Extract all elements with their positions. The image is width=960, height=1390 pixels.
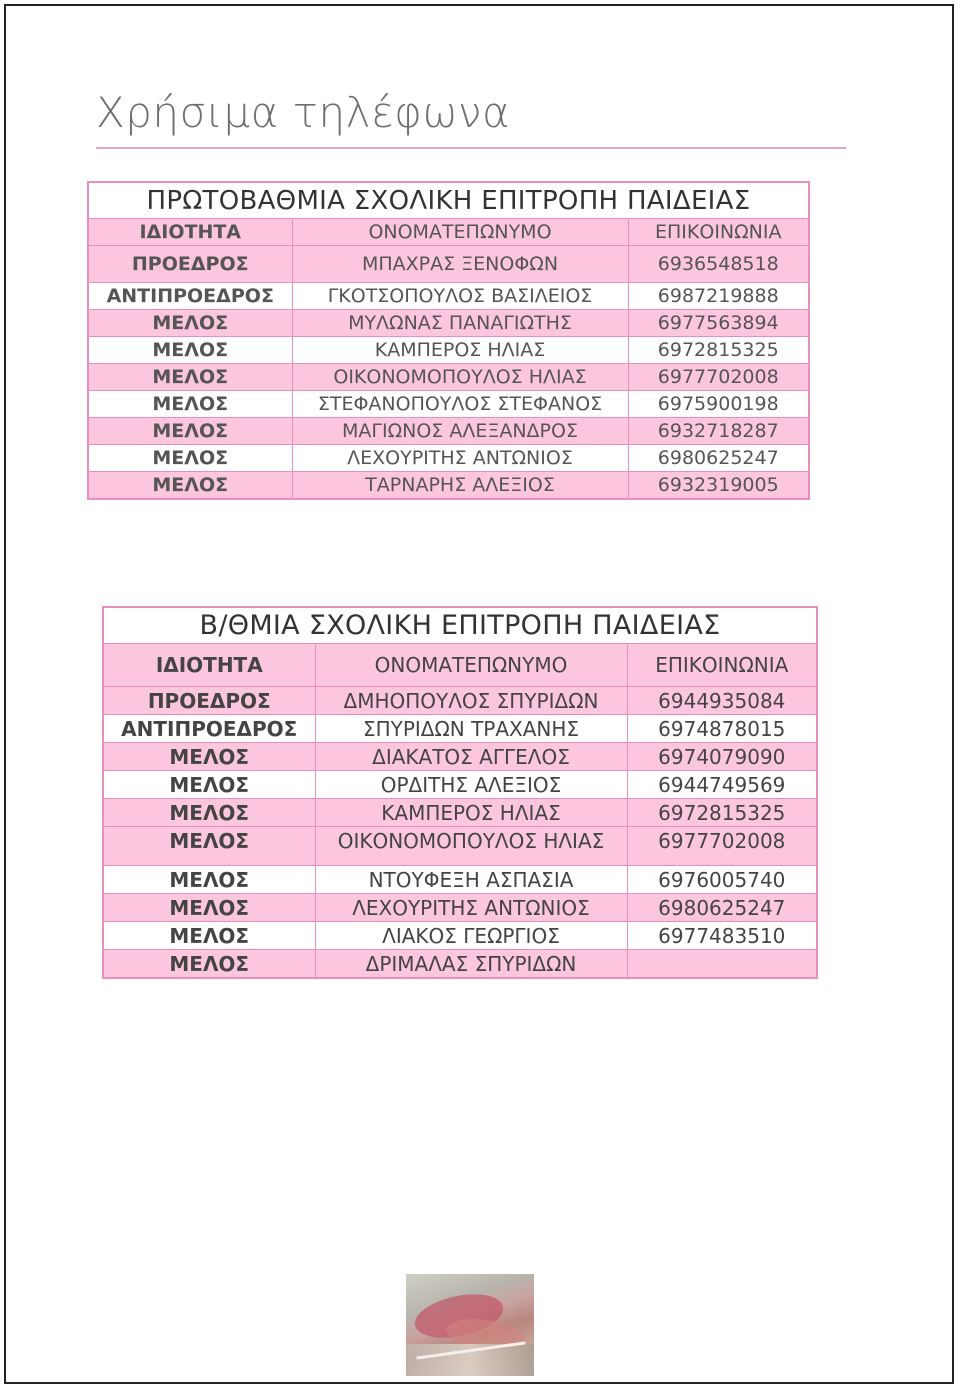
page-title: Χρήσιμα τηλέφωνα — [96, 88, 511, 137]
cell-name: ΛΕΧΟΥΡΙΤΗΣ ΑΝΤΩΝΙΟΣ — [292, 445, 628, 472]
cell-name: ΣΤΕΦΑΝΟΠΟΥΛΟΣ ΣΤΕΦΑΝΟΣ — [292, 391, 628, 418]
cell-phone: 6987219888 — [628, 283, 809, 310]
cell-phone: 6932718287 — [628, 418, 809, 445]
cell-phone: 6974079090 — [627, 743, 817, 771]
table-row — [88, 283, 809, 310]
cell-phone: 6977702008 — [628, 364, 809, 391]
cell-role: ΜΕΛΟΣ — [103, 894, 315, 922]
table-row — [103, 687, 817, 715]
header-contact: ΕΠΙΚΟΙΝΩΝΙΑ — [627, 644, 817, 687]
title-underline — [96, 147, 846, 149]
cell-phone: 6944749569 — [627, 771, 817, 799]
cell-phone: 6976005740 — [627, 866, 817, 894]
table-row — [103, 922, 817, 950]
cell-phone: 6977483510 — [627, 922, 817, 950]
table-caption: Β/ΘΜΙΑ ΣΧΟΛΙΚΗ ΕΠΙΤΡΟΠΗ ΠΑΙΔΕΙΑΣ — [199, 610, 721, 641]
cell-name: ΚΑΜΠΕΡΟΣ ΗΛΙΑΣ — [292, 337, 628, 364]
cell-role: ΜΕΛΟΣ — [88, 310, 292, 337]
cell-role: ΑΝΤΙΠΡΟΕΔΡΟΣ — [88, 283, 292, 310]
header-role: ΙΔΙΟΤΗΤΑ — [88, 219, 292, 246]
table-row — [103, 743, 817, 771]
cell-name: ΔΡΙΜΑΛΑΣ ΣΠΥΡΙΔΩΝ — [315, 950, 627, 979]
cell-phone: 6977702008 — [627, 827, 817, 866]
cell-role: ΜΕΛΟΣ — [103, 866, 315, 894]
cell-role: ΑΝΤΙΠΡΟΕΔΡΟΣ — [103, 715, 315, 743]
cell-name: ΓΚΟΤΣΟΠΟΥΛΟΣ ΒΑΣΙΛΕΙΟΣ — [292, 283, 628, 310]
cell-role: ΜΕΛΟΣ — [103, 799, 315, 827]
table-caption-row — [103, 607, 817, 644]
cell-name: ΛΕΧΟΥΡΙΤΗΣ ΑΝΤΩΝΙΟΣ — [315, 894, 627, 922]
table-row — [103, 894, 817, 922]
cell-role: ΜΕΛΟΣ — [103, 922, 315, 950]
cell-phone: 6980625247 — [628, 445, 809, 472]
cell-role: ΜΕΛΟΣ — [88, 364, 292, 391]
cell-name: ΚΑΜΠΕΡΟΣ ΗΛΙΑΣ — [315, 799, 627, 827]
cell-phone: 6974878015 — [627, 715, 817, 743]
cell-role: ΜΕΛΟΣ — [88, 418, 292, 445]
cell-name: ΛΙΑΚΟΣ ΓΕΩΡΓΙΟΣ — [315, 922, 627, 950]
table-header-row — [103, 644, 817, 687]
cell-name: ΜΠΑΧΡΑΣ ΞΕΝΟΦΩΝ — [292, 246, 628, 283]
cell-phone: 6975900198 — [628, 391, 809, 418]
cell-name: ΜΑΓΙΩΝΟΣ ΑΛΕΞΑΝΔΡΟΣ — [292, 418, 628, 445]
cell-name: ΟΙΚΟΝΟΜΟΠΟΥΛΟΣ ΗΛΙΑΣ — [292, 364, 628, 391]
cell-phone: 6977563894 — [628, 310, 809, 337]
cell-phone — [627, 950, 817, 979]
cell-role: ΠΡΟΕΔΡΟΣ — [103, 687, 315, 715]
cell-name: ΜΥΛΩΝΑΣ ΠΑΝΑΓΙΩΤΗΣ — [292, 310, 628, 337]
cell-phone: 6972815325 — [628, 337, 809, 364]
table-row — [88, 445, 809, 472]
cell-role: ΜΕΛΟΣ — [88, 445, 292, 472]
cell-phone: 6944935084 — [627, 687, 817, 715]
cell-name: ΔΙΑΚΑΤΟΣ ΑΓΓΕΛΟΣ — [315, 743, 627, 771]
cell-phone: 6972815325 — [627, 799, 817, 827]
table-row — [88, 391, 809, 418]
table-row — [88, 472, 809, 500]
table-row — [88, 310, 809, 337]
cell-name: ΟΡΔΙΤΗΣ ΑΛΕΞΙΟΣ — [315, 771, 627, 799]
table-row — [103, 950, 817, 979]
table-row — [88, 418, 809, 445]
secondary-committee-table — [102, 606, 818, 979]
header-name: ΟΝΟΜΑΤΕΠΩΝΥΜΟ — [292, 219, 628, 246]
cell-name: ΔΜΗΟΠΟΥΛΟΣ ΣΠΥΡΙΔΩΝ — [315, 687, 627, 715]
cell-role: ΜΕΛΟΣ — [88, 391, 292, 418]
cell-phone: 6936548518 — [628, 246, 809, 283]
cell-role: ΜΕΛΟΣ — [88, 472, 292, 500]
cell-role: ΜΕΛΟΣ — [103, 743, 315, 771]
cell-role: ΜΕΛΟΣ — [103, 771, 315, 799]
cell-name: ΟΙΚΟΝΟΜΟΠΟΥΛΟΣ ΗΛΙΑΣ — [315, 827, 627, 866]
cell-phone: 6932319005 — [628, 472, 809, 500]
header-role: ΙΔΙΟΤΗΤΑ — [103, 644, 315, 687]
cell-role: ΜΕΛΟΣ — [103, 950, 315, 979]
cell-role: ΜΕΛΟΣ — [103, 827, 315, 866]
header-name: ΟΝΟΜΑΤΕΠΩΝΥΜΟ — [315, 644, 627, 687]
table-row — [88, 246, 809, 283]
table-caption: ΠΡΩΤΟΒΑΘΜΙΑ ΣΧΟΛΙΚΗ ΕΠΙΤΡΟΠΗ ΠΑΙΔΕΙΑΣ — [146, 185, 751, 216]
table-row — [88, 337, 809, 364]
cell-name: ΤΑΡΝΑΡΗΣ ΑΛΕΞΙΟΣ — [292, 472, 628, 500]
cell-role: ΠΡΟΕΔΡΟΣ — [88, 246, 292, 283]
table-row — [103, 827, 817, 866]
cell-name: ΝΤΟΥΦΕΞΗ ΑΣΠΑΣΙΑ — [315, 866, 627, 894]
header-contact: ΕΠΙΚΟΙΝΩΝΙΑ — [628, 219, 809, 246]
cell-name: ΣΠΥΡΙΔΩΝ ΤΡΑΧΑΝΗΣ — [315, 715, 627, 743]
table-row — [103, 771, 817, 799]
primary-committee-table — [87, 181, 810, 500]
table-row — [103, 799, 817, 827]
cell-phone: 6980625247 — [627, 894, 817, 922]
table-row — [88, 364, 809, 391]
table-caption-row — [88, 182, 809, 219]
cell-role: ΜΕΛΟΣ — [88, 337, 292, 364]
table-row — [103, 715, 817, 743]
table-header-row — [88, 219, 809, 246]
footer-photo — [406, 1274, 534, 1376]
table-row — [103, 866, 817, 894]
